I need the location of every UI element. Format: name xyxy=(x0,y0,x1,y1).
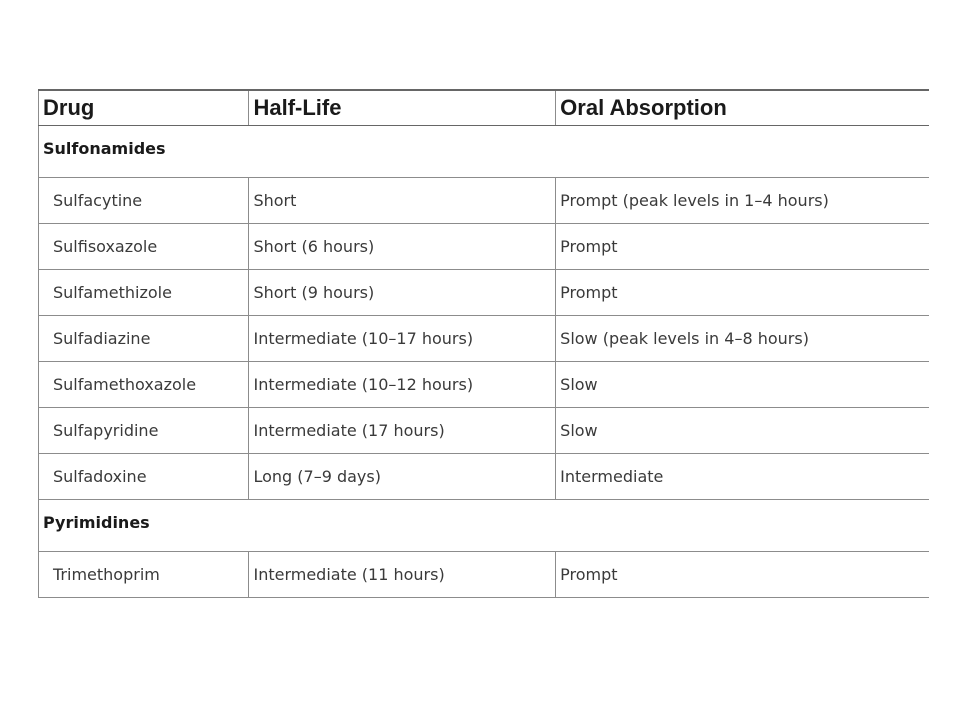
drug-cell: Sulfadoxine xyxy=(39,454,249,500)
drug-cell: Sulfamethoxazole xyxy=(39,362,249,408)
header-oral-absorption: Oral Absorption xyxy=(556,90,929,126)
table-row xyxy=(39,178,930,224)
oral-absorption-cell: Slow xyxy=(556,362,929,408)
header-drug: Drug xyxy=(39,90,249,126)
oral-absorption-cell: Slow xyxy=(556,408,929,454)
half-life-cell: Long (7–9 days) xyxy=(249,454,556,500)
half-life-cell: Short (9 hours) xyxy=(249,270,556,316)
table-row xyxy=(39,552,930,598)
header-half-life: Half-Life xyxy=(249,90,556,126)
oral-absorption-cell: Prompt xyxy=(556,552,929,598)
drug-cell: Sulfacytine xyxy=(39,178,249,224)
drug-cell: Trimethoprim xyxy=(39,552,249,598)
drug-cell: Sulfisoxazole xyxy=(39,224,249,270)
group-header-pyrimidines: Pyrimidines xyxy=(39,500,930,552)
half-life-cell: Short (6 hours) xyxy=(249,224,556,270)
drug-cell: Sulfapyridine xyxy=(39,408,249,454)
drug-cell: Sulfadiazine xyxy=(39,316,249,362)
drug-table xyxy=(38,89,929,598)
oral-absorption-cell: Slow (peak levels in 4–8 hours) xyxy=(556,316,929,362)
table-row xyxy=(39,362,930,408)
oral-absorption-cell: Intermediate xyxy=(556,454,929,500)
table-row xyxy=(39,408,930,454)
group-row xyxy=(39,126,930,178)
table-header-row xyxy=(39,90,930,126)
table-row xyxy=(39,270,930,316)
oral-absorption-cell: Prompt (peak levels in 1–4 hours) xyxy=(556,178,929,224)
group-row xyxy=(39,500,930,552)
drug-cell: Sulfamethizole xyxy=(39,270,249,316)
group-header-sulfonamides: Sulfonamides xyxy=(39,126,930,178)
oral-absorption-cell: Prompt xyxy=(556,224,929,270)
table-row xyxy=(39,224,930,270)
half-life-cell: Intermediate (10–12 hours) xyxy=(249,362,556,408)
half-life-cell: Intermediate (10–17 hours) xyxy=(249,316,556,362)
table-row xyxy=(39,454,930,500)
oral-absorption-cell: Prompt xyxy=(556,270,929,316)
half-life-cell: Short xyxy=(249,178,556,224)
half-life-cell: Intermediate (11 hours) xyxy=(249,552,556,598)
half-life-cell: Intermediate (17 hours) xyxy=(249,408,556,454)
table-row xyxy=(39,316,930,362)
